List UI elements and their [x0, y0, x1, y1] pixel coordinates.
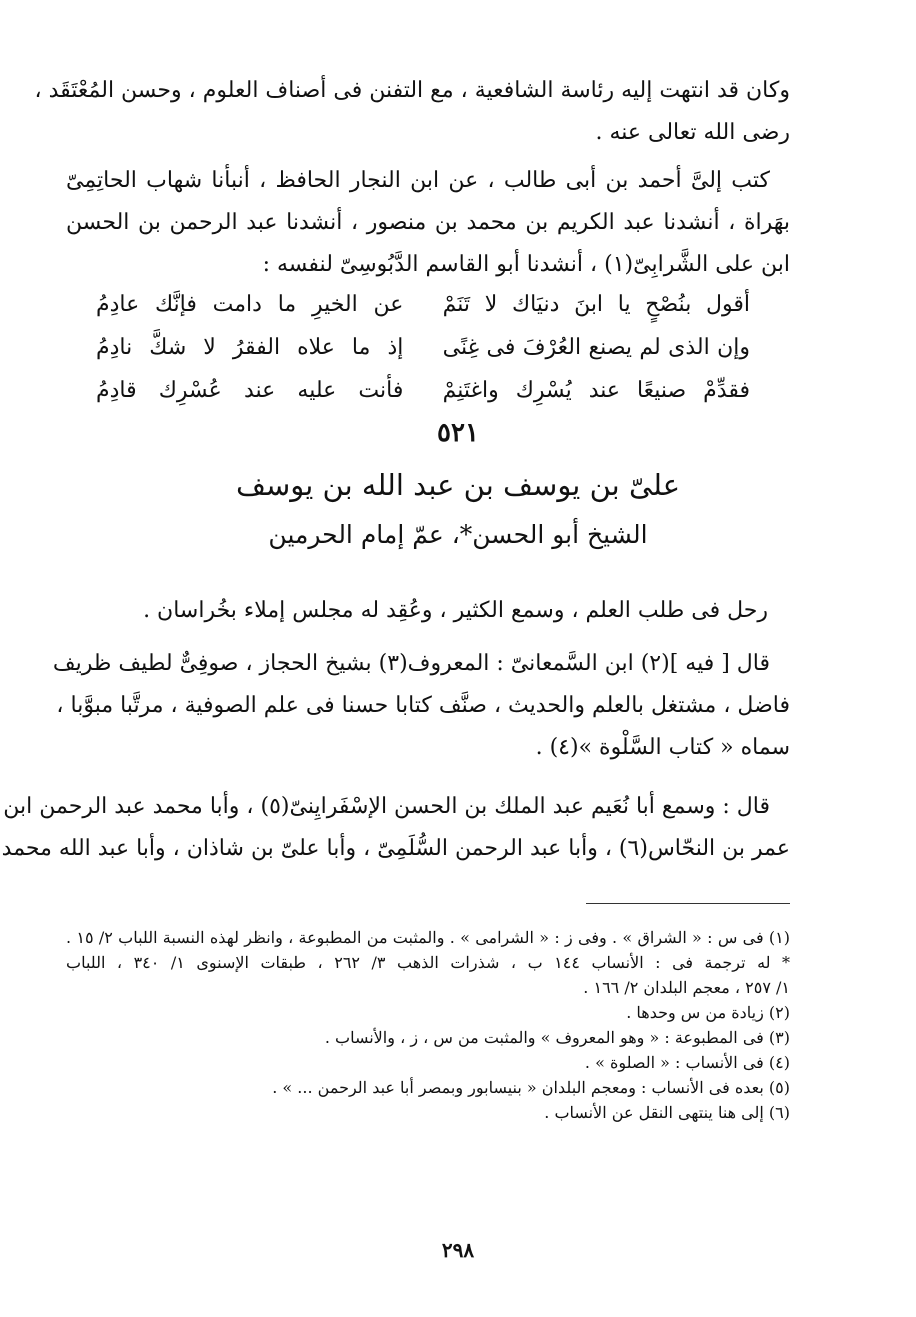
- paragraph-chain-of-narration: [66, 160, 790, 286]
- footnote: (٦) إلى هنا ينتهى النقل عن الأنساب .: [544, 1103, 790, 1122]
- footnote-separator: [586, 903, 790, 904]
- paragraph-teachers: [1, 786, 790, 870]
- entry-subtitle: الشيخ أبو الحسن*، عمّ إمام الحرمين: [268, 520, 648, 549]
- text-line: كتب إلىَّ أحمد بن أبى طالب ، عن ابن النجار الحافظ ، أنبأنا شهاب الحاتِمِىّ: [66, 168, 770, 193]
- footnote: (٣) فى المطبوعة : « وهو المعروف » والمثبت من س ، ز ، والأنساب .: [324, 1028, 790, 1047]
- poem-verse: [96, 283, 750, 326]
- text-line: رضى الله تعالى عنه .: [595, 120, 790, 145]
- poem-verse: [96, 326, 750, 369]
- text-line: رحل فى طلب العلم ، وسمع الكثير ، وعُقِد له مجلس إملاء بخُراسان .: [143, 598, 768, 623]
- verse-first-hemistich: وإن الذى لم يصنع العُرْفَ فى غِنًى: [442, 335, 750, 360]
- paragraph-biography: [66, 590, 790, 632]
- text-line: عمر بن النحّاس(٦) ، وأبا عبد الرحمن السُّلَمِىّ ، وأبا علىّ بن شاذان ، وأبا عبد الله محمد: [1, 836, 790, 861]
- footnote: (٢) زيادة من س وحدها .: [626, 1003, 790, 1022]
- verse-second-hemistich: عن الخيرِ ما دامت فإنَّك عادِمُ: [96, 292, 404, 317]
- poem: [96, 283, 750, 412]
- footnotes: [66, 925, 790, 1125]
- footnote: ١/ ٢٥٧ ، معجم البلدان ٢/ ١٦٦ .: [583, 978, 790, 997]
- footnote: (٤) فى الأنساب : « الصلوة » .: [584, 1053, 790, 1072]
- verse-first-hemistich: أقول بنُصْحٍ يا ابنَ دنيَاك لا تَنَمْ: [442, 292, 750, 317]
- entry-number: ٥٢١: [437, 418, 479, 448]
- page-number: ٢٩٨: [441, 1238, 475, 1262]
- verse-first-hemistich: فقدِّمْ صنيعًا عند يُسْرِك واغتَنِمْ: [442, 378, 750, 403]
- text-line: فاضل ، مشتغل بالعلم والحديث ، صنَّف كتابا حسنا فى علم الصوفية ، مرتَّبا مبوَّبا ،: [56, 693, 790, 718]
- text-line: بهَراة ، أنشدنا عبد الكريم بن محمد بن منصور ، أنشدنا عبد الرحمن بن الحسن: [66, 210, 790, 235]
- footnote: (٥) بعده فى الأنساب : ومعجم البلدان « بنيسابور وبمصر أبا عبد الرحمن ... » .: [272, 1078, 790, 1097]
- verse-second-hemistich: فأنت عليه عند عُسْرِك قادِمُ: [96, 378, 404, 403]
- text-line: وكان قد انتهت إليه رئاسة الشافعية ، مع التفنن فى أصناف العلوم ، وحسن المُعْتَقَد ،: [34, 78, 790, 103]
- entry-title: علىّ بن يوسف بن عبد الله بن يوسف: [235, 468, 681, 502]
- text-line: قال : وسمع أبا نُعَيم عبد الملك بن الحسن الإسْفَرايِنىّ(٥) ، وأبا محمد عبد الرحمن ابن: [3, 794, 770, 819]
- footnote: * له ترجمة فى : الأنساب ١٤٤ ب ، شذرات الذهب ٣/ ٢٦٢ ، طبقات الإسنوى ١/ ٣٤٠ ، اللباب: [66, 953, 791, 972]
- poem-verse: [96, 369, 750, 412]
- paragraph-opening: [34, 70, 790, 154]
- text-line: قال [ فيه ](٢) ابن السَّمعانىّ : المعروف(٣) بشيخ الحجاز ، صوفِىٌّ لطيف ظريف: [52, 651, 770, 676]
- text-line: سماه « كتاب السَّلْوة »(٤) .: [535, 735, 790, 760]
- verse-second-hemistich: إذ ما علاه الفقرُ لا شكَّ نادِمُ: [96, 335, 404, 360]
- footnote: (١) فى س : « الشراق » . وفى ز : « الشرامى » . والمثبت من المطبوعة ، وانظر لهذه النسبة اللباب ٢/ ١٥ .: [66, 928, 790, 947]
- paragraph-samani-quote: [52, 643, 790, 769]
- text-line: ابن على الشَّرابِىّ(١) ، أنشدنا أبو القاسم الدَّبُوسِىّ لنفسه :: [262, 252, 790, 277]
